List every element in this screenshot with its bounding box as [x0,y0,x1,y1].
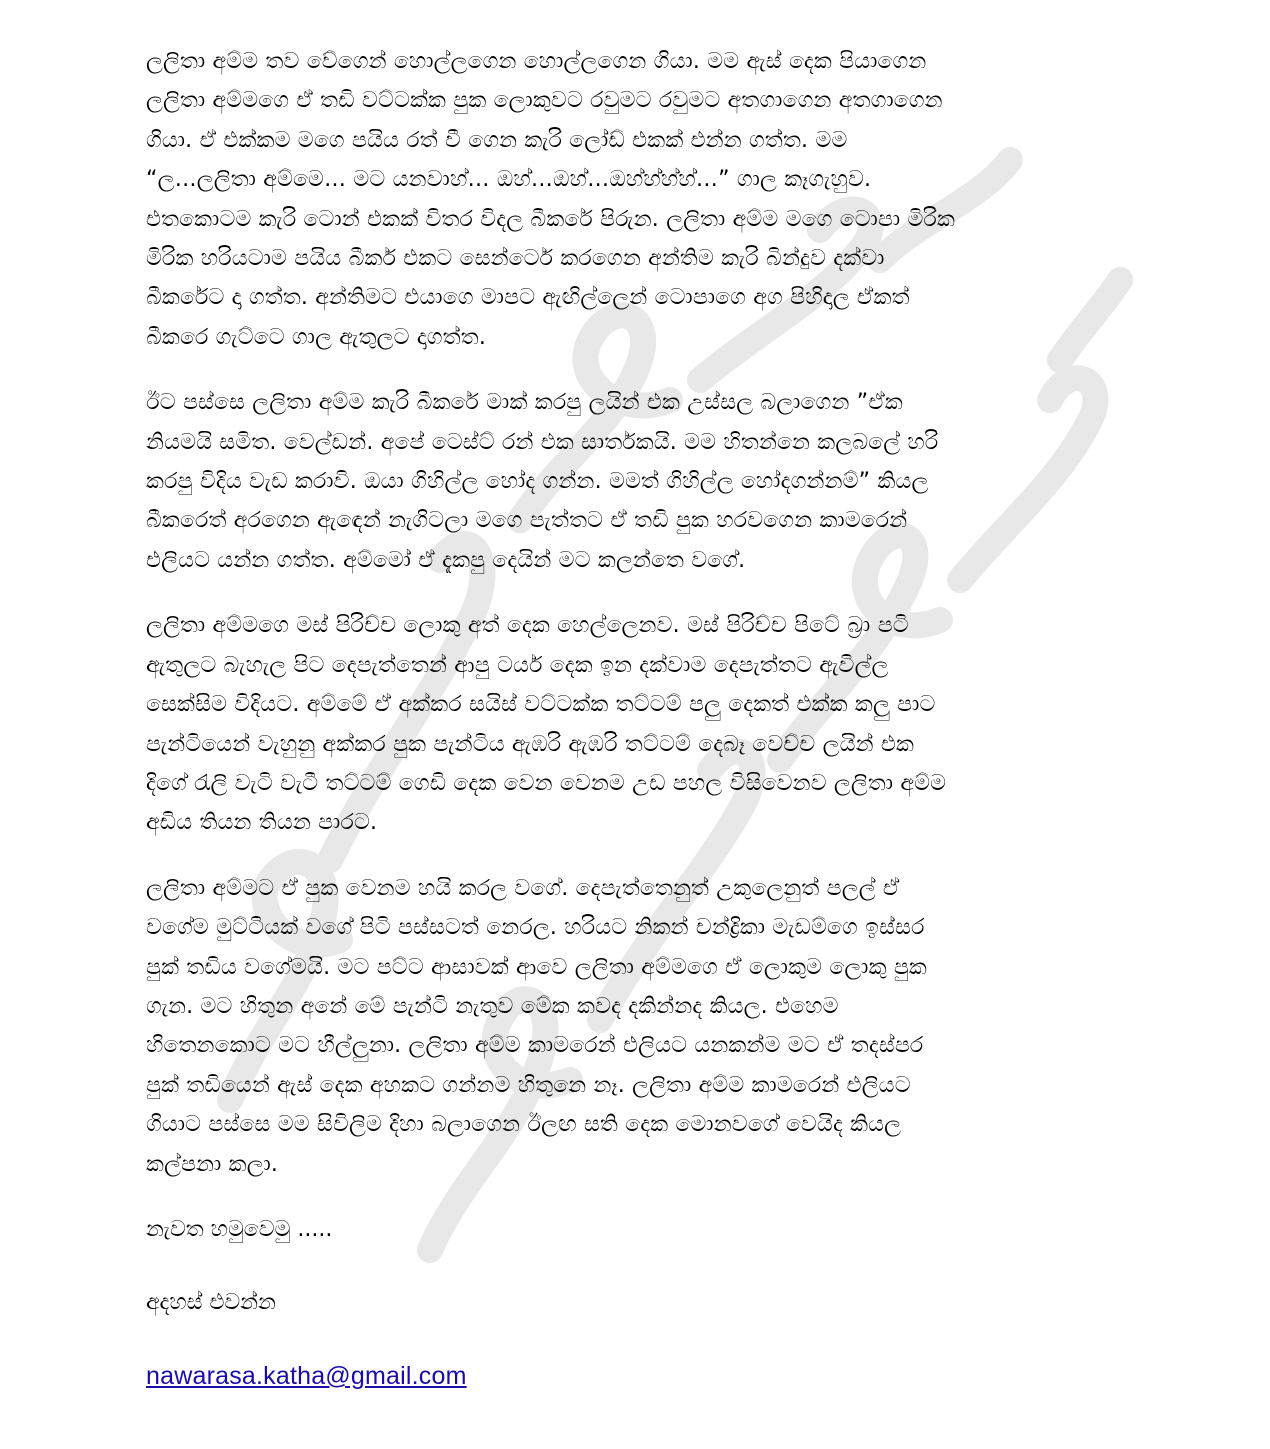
text-line: ගැන. මට හිතුන අනේ මේ පැන්ටි නැතුව මේක කවද දකින්නද කියල. එහෙම [146,993,839,1019]
text-line: බීකරෙ ගැට්ටෙ ගාල ඇතුලට දාගත්ත. [146,324,487,350]
text-line: ලලිතා අම්ම තව වේගෙන් හොල්ලගෙන හොල්ලගෙන ගියා. මම ඇස් දෙක පියාගෙන [146,49,927,74]
text-line: පුක් තඩිය වගේමයි. මට පට්ට ආසාවක් ආවෙ ලලිතා අම්මගෙ ඒ ලොකුම ලොකු පුක [146,954,927,980]
text-line: මිරික හරියටාම පයිය බීකර් එකට සෙන්ටෙර් කරගෙන අන්තිම කැරි බින්දුව දක්වා [146,246,885,272]
text-line: හිතෙනකොට මට හීල්ලුනා. ලලිතා අම්ම කාමරෙන් එලියට යනකන්ම මට ඒ තදස්පර [146,1033,924,1059]
text-line: ලලිතා අම්මට ඒ පුක වෙනම හයි කරල වගේ. දෙපැත්තෙනුත් උකුලෙනුත් පලල් ඒ [146,875,900,901]
text-line: කරපු විදිය වැඩ කරාවි. ඔයා ගිහිල්ල හෝද ගන්න. මමත් ගිහිල්ල හෝදගන්නම්” කියල [146,469,929,495]
text-line: ඊට පස්සෙ ලලිතා අම්ම කැරි බීකරේ මාක් කරපු ලයින් එක උස්සල බලාගෙන ”ඒක [146,390,903,416]
text-line: එලියට යන්න ගත්ත. අම්මෝ ඒ දැකපු දෙයින් මට කලන්තෙ වගේ. [146,547,746,573]
text-line: අඩිය තියන තියන පාරට. [146,810,378,836]
text-line: දිගේ රැලි වැටි වැටී තට්ටම් ගෙඩි දෙක වෙන වෙනම උඩ පහල විසිවෙනව ලලිතා අම්ම [146,770,947,796]
text-line: නියමයි සමිත. වෙල්ඩන්. අපේ ටෙස්ට් රන් එක සාර්තකයි. මම හිතන්නෙ කලබලේ හරි [146,429,939,455]
text-line: පැන්ටියෙන් වැහුනු අක්කර පුක පැන්ටිය ඇඹරි ඇඹරි තට්ටම් දෙබෑ වෙච්ච ලයින් එක [146,731,915,757]
text-line: ගියා. ඒ එක්කම මගෙ පයිය රත් වී ගෙන කැරි ලෝඩ් එකක් එන්න ගත්ත. මම [146,127,848,153]
text-line: වගේම මුට්ටියක් වගේ පිටි පස්සටත් නෙරල. හරියට නිකන් චන්ද්‍රිකා මැඩම්ගෙ ඉස්සර [146,915,925,941]
text-line: ඇතුලට බැහැල පිට දෙපැත්තෙන් ආපු ටයර් දෙක ඉන දක්වාම දෙපැත්තට ඇවිල්ල [146,652,889,678]
text-line: සෙක්සිම විදියට. අම්මේ ඒ අක්කර සයිස් වට්ටක්ක තට්ටම් පලු දෙකත් එක්ක කලු පාට [146,692,936,718]
document-body [146,42,1121,1391]
paragraph-2 [146,383,1121,580]
paragraph-1 [146,42,1121,357]
text-line: කල්පනා කලා. [146,1151,279,1177]
paragraph-4 [146,869,1121,1184]
closing-text: නැවත හමුවෙමු ..... [146,1216,333,1242]
text-line: ගියාට පස්සෙ මම සිවිලිම දිහා බලාගෙන ඊලඟ සති දෙක මොනවගේ වෙයිද කියල [146,1112,902,1138]
paragraph-3 [146,606,1121,842]
text-line: “ල…ලලිතා අම්මෙ… මට යනවාහ්… ඔහ්…ඔහ්…ඔහ්හ්හ්හ්…” ගාල කෑගැහුව. [146,167,872,193]
text-line: බීකරෙත් අරගෙන ඇඳෙන් නැගිටලා මගෙ පැත්තට ඒ තඩි පුක හරවගෙන කාමරෙන් [146,508,908,534]
text-line: ලලිතා අම්මගෙ ඒ තඩි වට්ටක්ක පුක ලොකුවට රවුමට රවුමට අතගාගෙන අතගාගෙන [146,88,943,114]
text-line: පුක් තඩියෙන් ඇස් දෙක අහකට ගන්නම හිතුනෙ නෑ. ලලිතා අම්ම කාමරෙන් එලියට [146,1072,911,1098]
text-line: ලලිතා අම්මගෙ මස් පිරිච්ච ලොකු අත් දෙක හෙල්ලෙනව. මස් පිරිච්ච පිටේ බ්‍රා පටි [146,613,909,639]
text-line: එතකොටම කැරි ටොන් එකක් විතර විදල බීකරේ පිරුන. ලලිතා අම්ම මගෙ ටොපා මිරික [146,206,956,232]
text-line: බීකරේට දා ගත්ත. අන්තිමට එයාගෙ මාපට ඇඟිල්ලෙන් ටොපාගෙ අග පිහිදාල ඒකත් [146,285,910,311]
email-link[interactable]: nawarasa.katha@gmail.com [146,1361,467,1390]
author-text: අදහස් එවන්න [146,1289,276,1315]
